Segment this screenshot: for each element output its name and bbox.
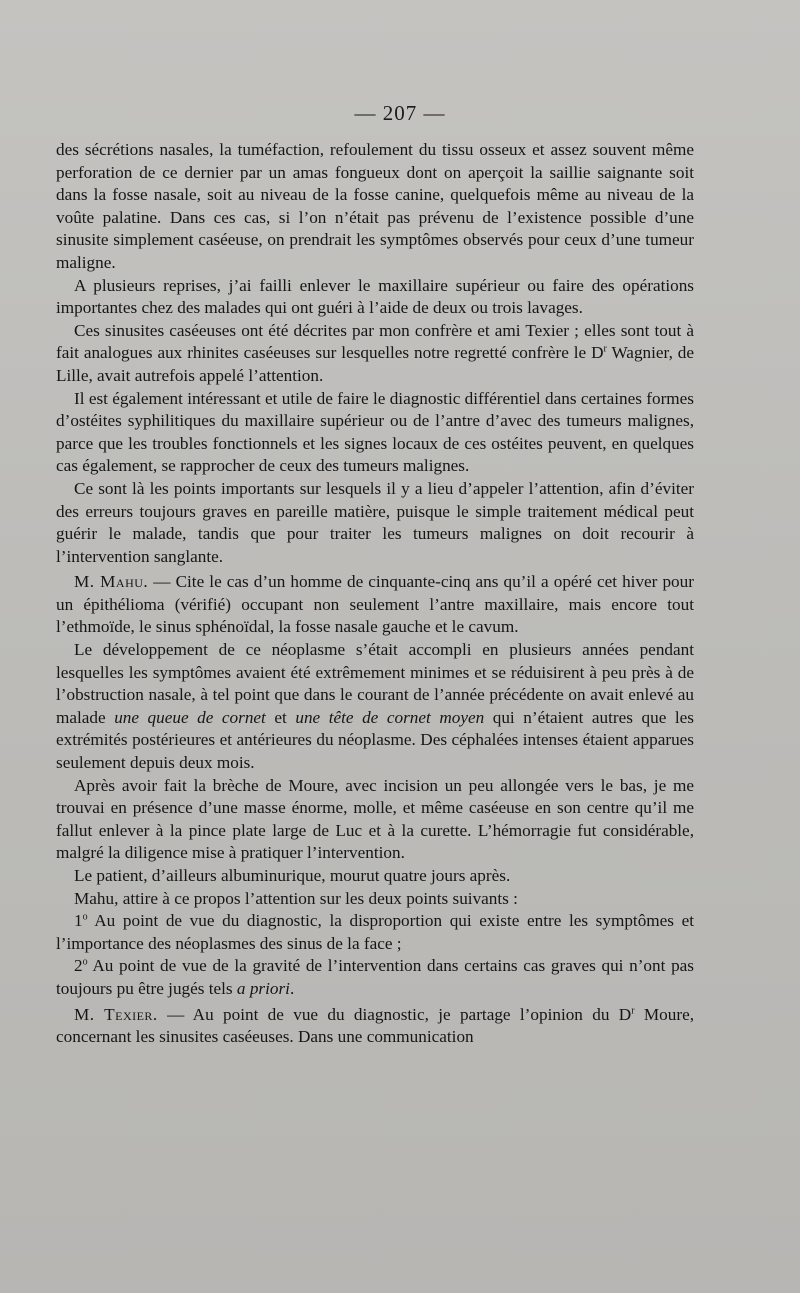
paragraph-attention: Mahu, attire à ce propos l’attention sur les deux points suivants : bbox=[74, 888, 518, 908]
paragraph-text: Ces sinusites caséeuses ont été décrites par mon confrère et ami Texier ; elles sont tout à fait analogues aux rhinites caséeuses sur lesquelles notre regretté confrère le D bbox=[56, 320, 694, 363]
italic-phrase: a priori bbox=[236, 978, 290, 998]
paragraph-mahu bbox=[56, 571, 694, 639]
italic-phrase: une tête de cornet moyen bbox=[295, 707, 485, 727]
list-number: 1 bbox=[74, 911, 83, 931]
paragraph-text: Le développement de ce néoplasme s’était accompli en plusieurs années pendant lesquelles les symptômes avaient été extrêmement minimes et se réduisirent à peu près à de l’obstruction nasale, à tel point que dans le courant de l’année précédente on avait enlevé au malade bbox=[56, 640, 694, 727]
superscript: r bbox=[603, 343, 607, 355]
body-text bbox=[56, 139, 694, 1049]
speaker-name: M. Mahu. bbox=[74, 572, 149, 592]
paragraph-osteites: Il est également intéressant et utile de faire le diagnostic différentiel dans certaines formes d’ostéites syphilitiques du maxillaire supérieur ou de l’antre d’avec des tumeurs malignes, parce que les troubles fonctionnels et les signes locaux de ces ostéites peuvent, en quelques cas également, se rapprocher de ceux des tumeurs malignes. bbox=[56, 388, 694, 476]
paragraph-text: et bbox=[265, 707, 296, 727]
speaker-name: M. Texier. bbox=[74, 1004, 158, 1024]
list-number: 2 bbox=[74, 956, 83, 976]
paragraph-text: — Cite le cas d’un homme de cinquante-cinq ans qu’il a opéré cet hiver pour un épithélioma (vérifié) occupant non seulement l’antre maxillaire, mais encore tout l’ethmoïde, le sinus sphénoïdal, la fosse nasale gauche et le cavum. bbox=[56, 572, 694, 637]
degree-sign: o bbox=[82, 956, 88, 968]
paragraph-texier bbox=[56, 1004, 694, 1049]
degree-sign: o bbox=[82, 911, 88, 923]
paragraph-reprises: A plusieurs reprises, j’ai failli enlever le maxillaire supérieur ou faire des opérations importantes chez des malades qui ont guéri à l’aide de deux ou trois lavages. bbox=[56, 275, 694, 318]
paragraph-continuation: des sécrétions nasales, la tuméfaction, refoulement du tissu osseux et assez souvent même perforation de ce dernier par un amas fongueux dont on aperçoit la saillie saignante soit dans la fosse nasale, soit au niveau de la fosse canine, quelquefois même au niveau de la voûte palatine. Dans ces cas, si l’on n’était pas prévenu de l’existence possible d’une sinusite simplement caséeuse, on prendrait les symptômes observés pour ceux d’une tumeur maligne. bbox=[56, 140, 694, 272]
list-item-gravite bbox=[56, 955, 694, 1000]
italic-phrase: une queue de cornet bbox=[114, 707, 266, 727]
paragraph-developpement bbox=[56, 639, 694, 775]
paragraph-text: Wagnier, de Lille, avait autrefois appelé l’attention. bbox=[56, 343, 694, 385]
paragraph-text: qui n’étaient autres que les extrémités postérieures et antérieures du néoplasme. Des céphalées intenses étaient apparues seulement depuis deux mois. bbox=[56, 707, 694, 773]
paragraph-texier-sinusites bbox=[56, 320, 694, 388]
paragraph-text: Au point de vue du diagnostic, la disproportion qui existe entre les symptômes et l’importance des néoplasmes des sinus de la face ; bbox=[56, 911, 694, 953]
paragraph-breche: Après avoir fait la brèche de Moure, avec incision un peu allongée vers le bas, je me trouvai en présence d’une masse énorme, molle, et même caséeuse en son centre qu’il me fallut enlever à la pince plate large de Luc et à la curette. L’hémorragie fut considérable, malgré la diligence mise à pratiquer l’intervention. bbox=[56, 775, 694, 863]
list-item-diagnostic bbox=[56, 910, 694, 955]
superscript: r bbox=[631, 1004, 635, 1016]
page-number: — 207 — bbox=[354, 101, 446, 125]
paragraph-text: . bbox=[289, 978, 295, 998]
paragraph-text: — Au point de vue du diagnostic, je partage l’opinion du D bbox=[157, 1004, 632, 1024]
paragraph-points-importants: Ce sont là les points importants sur lesquels il y a lieu d’appeler l’attention, afin d’éviter des erreurs toujours graves en pareille matière, puisque le simple traitement médical peut guérir le malade, tandis que pour traiter les tumeurs malignes on doit recourir à l’intervention sanglante. bbox=[56, 478, 694, 566]
paragraph-text: Au point de vue de la gravité de l’intervention dans certains cas graves qui n’ont pas toujours pu être jugés tels bbox=[56, 956, 694, 998]
paragraph-patient: Le patient, d’ailleurs albuminurique, mourut quatre jours après. bbox=[74, 866, 511, 885]
paragraph-text: Moure, concernant les sinusites caséeuses. Dans une communication bbox=[56, 1004, 694, 1047]
